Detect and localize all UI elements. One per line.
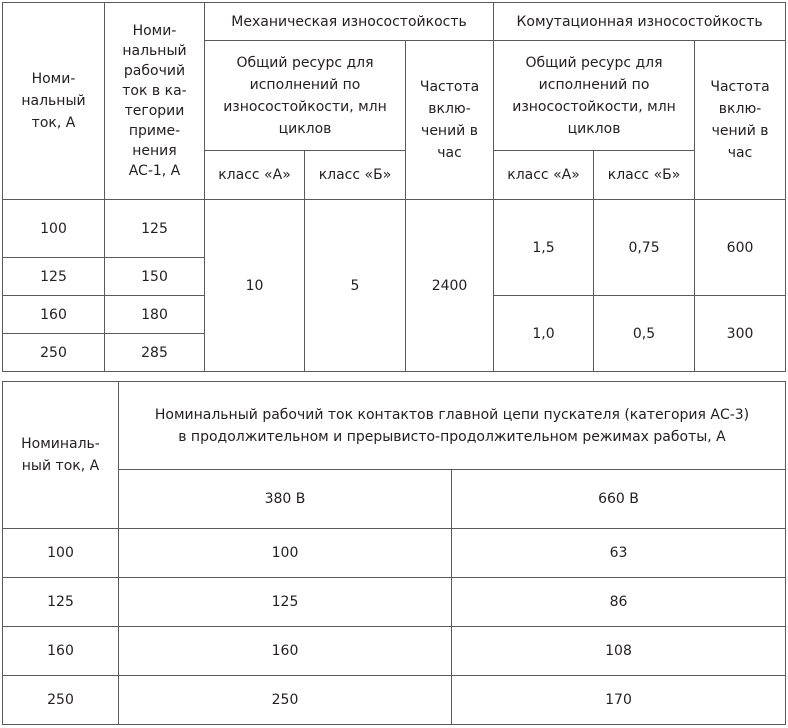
cell-nominal-current: 100	[3, 529, 119, 578]
header-mech-class-a: класс «А»	[205, 151, 305, 200]
cell-switch-class-a: 1,0	[494, 296, 594, 372]
cell-nominal-current: 160	[3, 296, 105, 334]
cell-rated-current: 285	[105, 334, 205, 372]
cell-current-660: 170	[452, 676, 786, 725]
cell-mech-class-b: 5	[305, 200, 406, 372]
cell-switch-frequency: 300	[695, 296, 786, 372]
table-row	[3, 578, 786, 627]
header-switch-total-resource: Общий ресурс для исполнений по износостойкости, млн циклов	[494, 41, 695, 151]
cell-switch-frequency: 600	[695, 200, 786, 296]
header-mech-total-resource: Общий ресурс для исполнений по износостойкости, млн циклов	[205, 41, 406, 151]
header-mech-frequency: Частота вклю- чений в час	[406, 41, 494, 200]
cell-current-660: 86	[452, 578, 786, 627]
header-mechanical-endurance: Механическая износостойкость	[205, 3, 494, 41]
cell-switch-class-b: 0,5	[594, 296, 695, 372]
header-nominal-current: Номи- нальный ток, А	[3, 3, 105, 200]
cell-mech-frequency: 2400	[406, 200, 494, 372]
cell-rated-current: 150	[105, 258, 205, 296]
header-switching-endurance: Комутационная износостойкость	[494, 3, 786, 41]
cell-current-660: 63	[452, 529, 786, 578]
header-switch-class-a: класс «А»	[494, 151, 594, 200]
cell-nominal-current: 125	[3, 578, 119, 627]
header-voltage-380: 380 В	[119, 470, 452, 529]
cell-switch-class-a: 1,5	[494, 200, 594, 296]
header-switch-class-b: класс «Б»	[594, 151, 695, 200]
cell-nominal-current: 160	[3, 627, 119, 676]
cell-current-660: 108	[452, 627, 786, 676]
header-switch-frequency: Частота вклю- чений в час	[695, 41, 786, 200]
header-rated-operating-current-ac1: Номи- нальный рабочий ток в ка- тегории приме- нения AC-1, А	[105, 3, 205, 200]
table-row	[3, 200, 786, 258]
cell-nominal-current: 250	[3, 334, 105, 372]
cell-current-380: 160	[119, 627, 452, 676]
cell-rated-current: 180	[105, 296, 205, 334]
endurance-table	[2, 2, 786, 372]
header-rated-operating-current-ac3: Номинальный рабочий ток контактов главной цепи пускателя (категория АС-3) в продолжительном и прерывисто-продолжительном режимах работы, А	[119, 382, 786, 470]
cell-current-380: 100	[119, 529, 452, 578]
cell-current-380: 125	[119, 578, 452, 627]
header-mech-class-b: класс «Б»	[305, 151, 406, 200]
cell-switch-class-b: 0,75	[594, 200, 695, 296]
header-nominal-current: Номиналь- ный ток, А	[3, 382, 119, 529]
table-row	[3, 529, 786, 578]
cell-mech-class-a: 10	[205, 200, 305, 372]
cell-rated-current: 125	[105, 200, 205, 258]
cell-current-380: 250	[119, 676, 452, 725]
rated-current-ac3-table	[2, 381, 786, 725]
cell-nominal-current: 125	[3, 258, 105, 296]
table-row	[3, 627, 786, 676]
header-voltage-660: 660 В	[452, 470, 786, 529]
cell-nominal-current: 250	[3, 676, 119, 725]
table-row	[3, 676, 786, 725]
cell-nominal-current: 100	[3, 200, 105, 258]
